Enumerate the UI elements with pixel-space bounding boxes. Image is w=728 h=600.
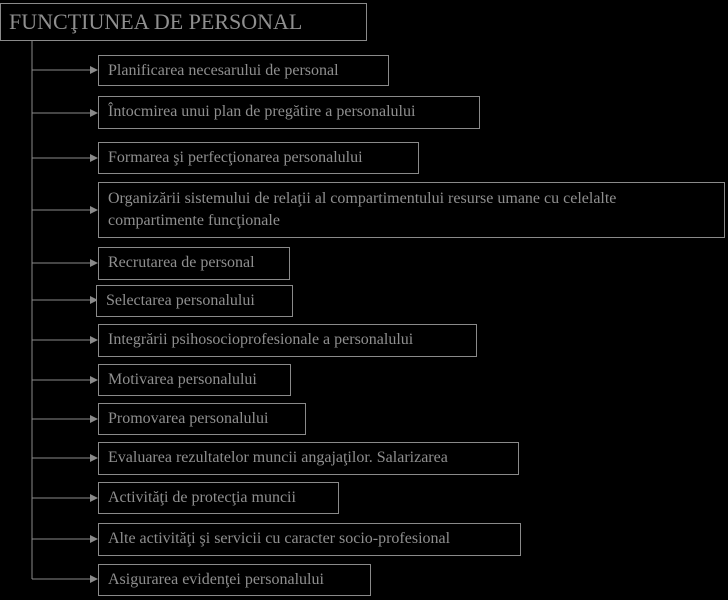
item-promovarea: Promovarea personalului (98, 403, 306, 435)
item-alte-activitati: Alte activităţi şi servicii cu caracter socio-profesional (98, 523, 521, 556)
item-selectarea: Selectarea personalului (96, 285, 293, 317)
item-evaluarea: Evaluarea rezultatelor muncii angajaţilor. Salarizarea (98, 442, 519, 475)
item-recrutarea: Recrutarea de personal (98, 247, 290, 280)
item-intocmirea-plan: Întocmirea unui plan de pregătire a personalului (98, 96, 480, 129)
item-planificarea: Planificarea necesarului de personal (98, 55, 389, 86)
diagram-title: FUNCŢIUNEA DE PERSONAL (0, 3, 367, 41)
item-asigurarea-evidentei: Asigurarea evidenţei personalului (98, 564, 371, 596)
item-integrarii: Integrării psihosocioprofesionale a personalului (98, 324, 477, 357)
item-motivarea: Motivarea personalului (98, 364, 291, 396)
item-formarea: Formarea şi perfecţionarea personalului (98, 142, 419, 174)
item-organizarii-sistemului: Organizării sistemului de relaţii al compartimentului resurse umane cu celelalte compartimente funcţionale (98, 182, 725, 238)
item-activitati-protectia: Activităţi de protecţia muncii (98, 482, 339, 514)
